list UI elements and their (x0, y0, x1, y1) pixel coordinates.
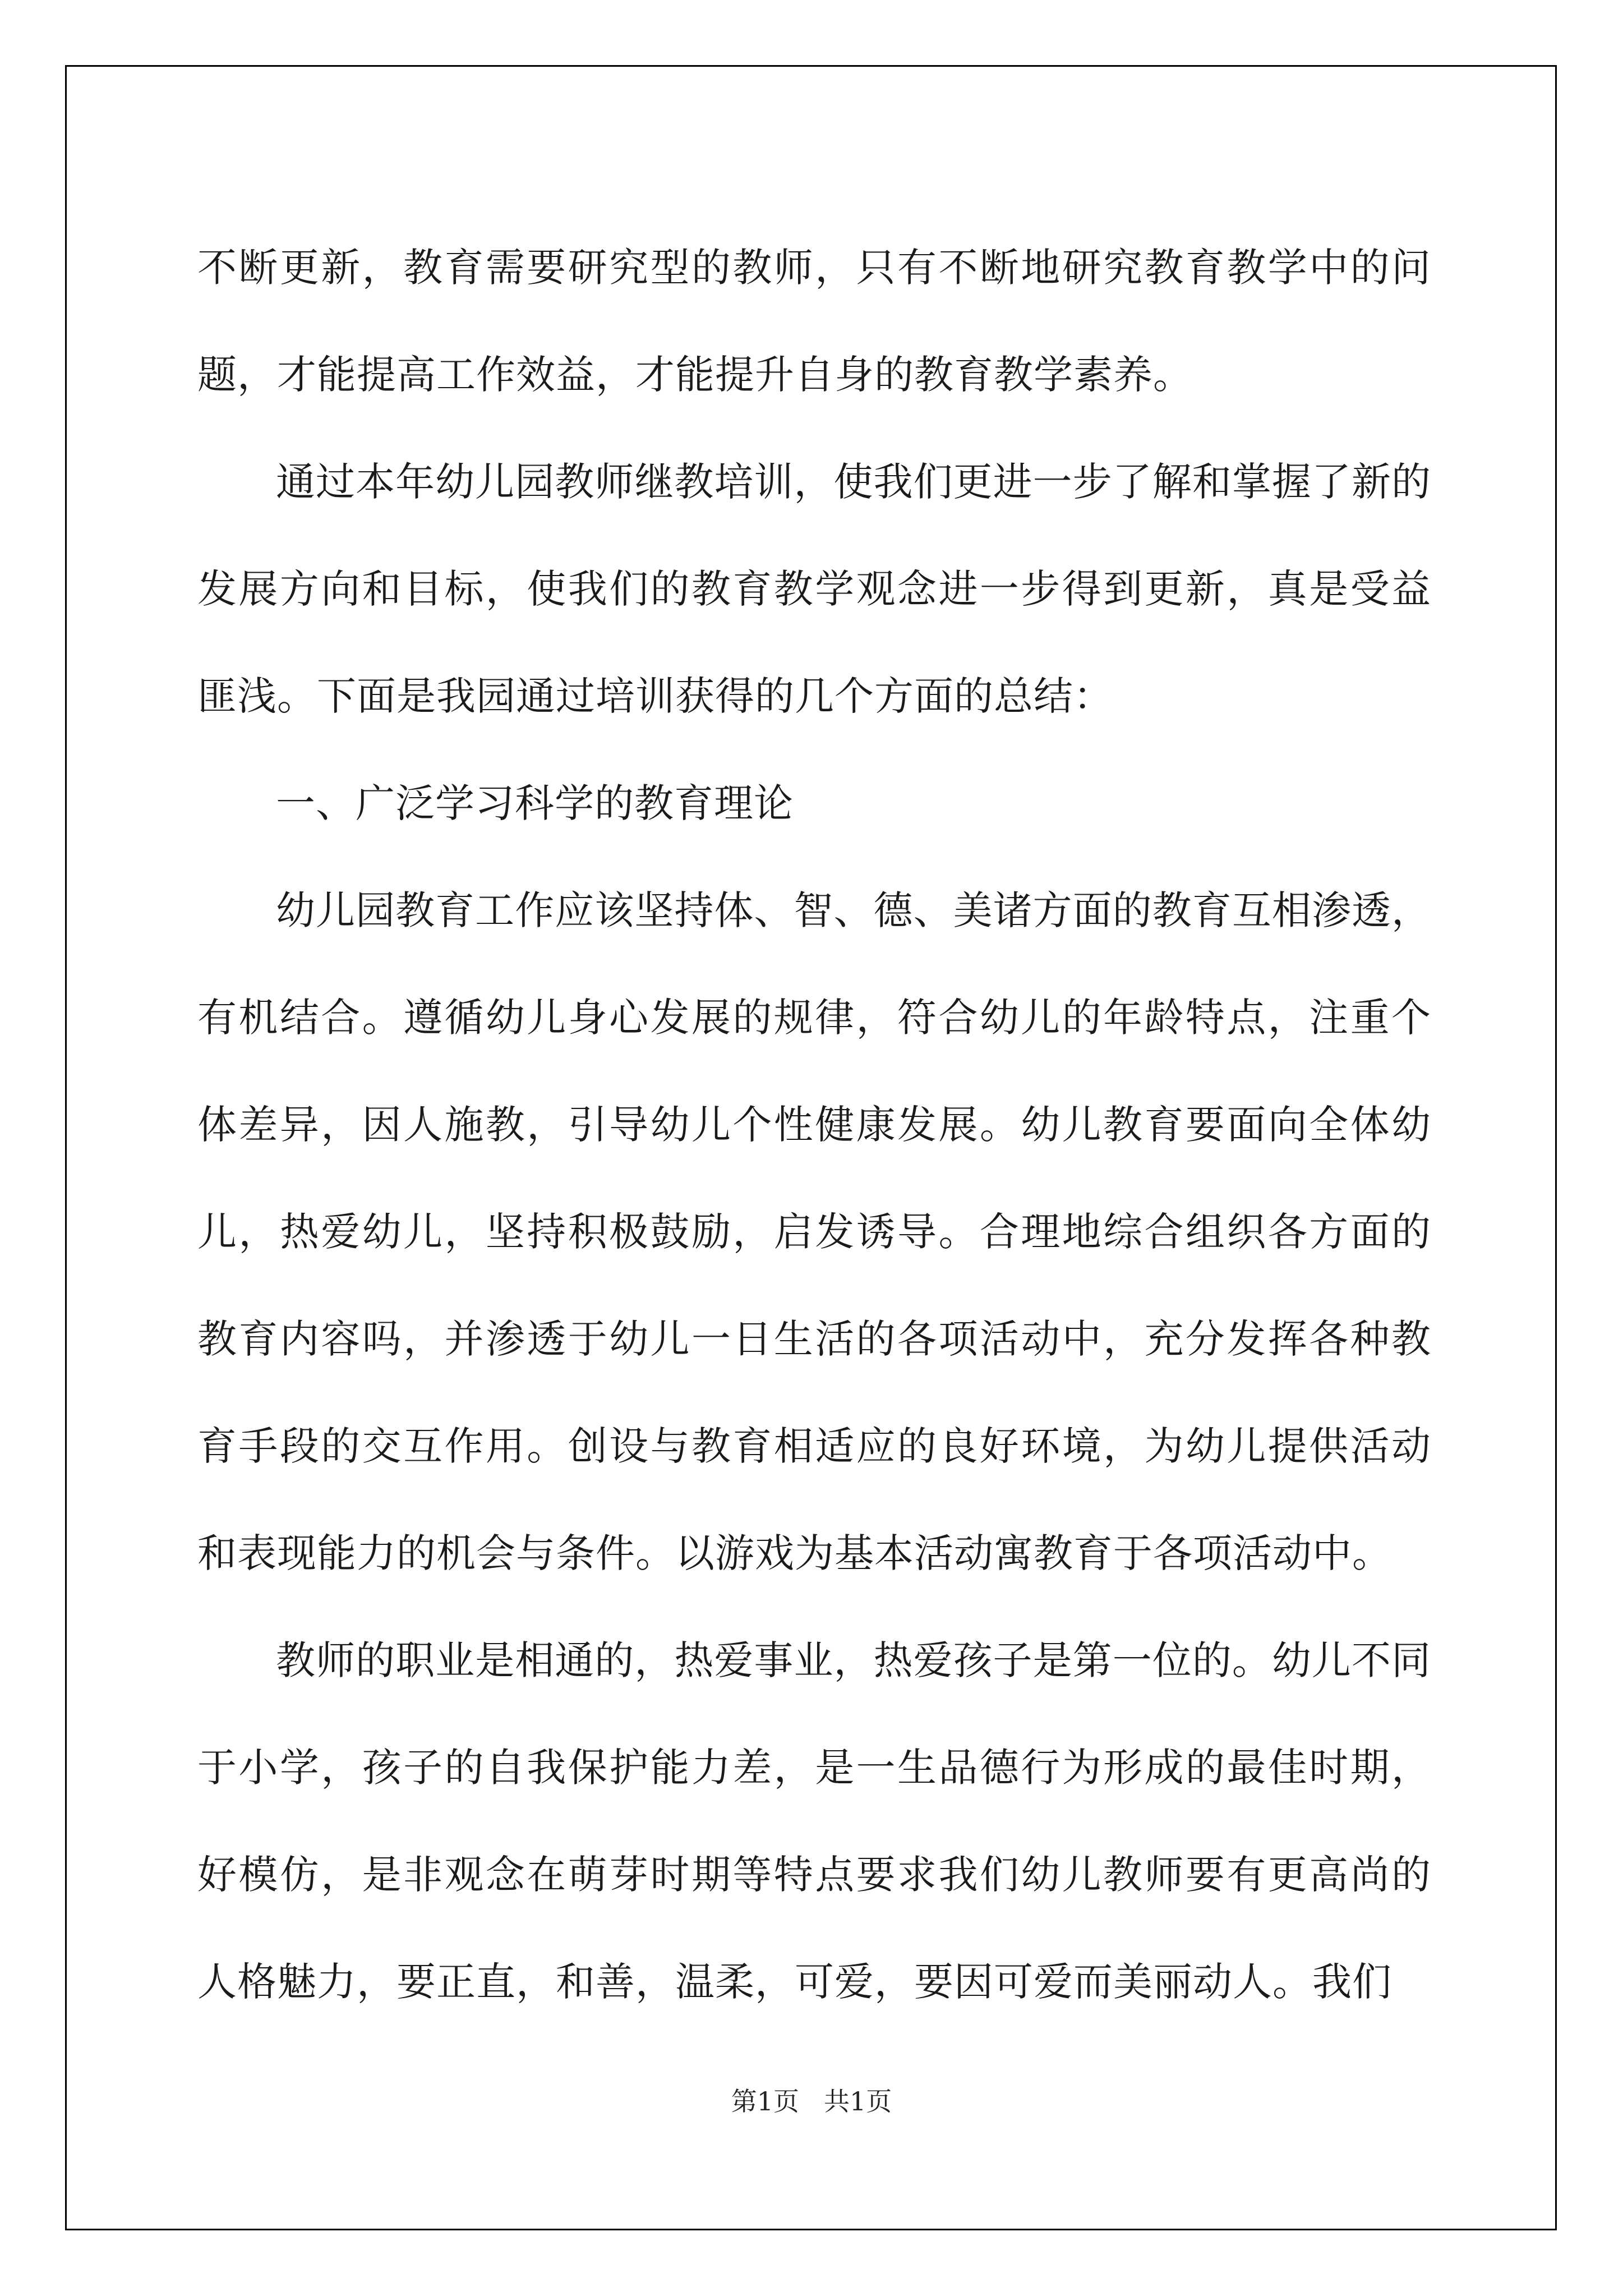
page-footer (0, 2081, 1623, 2118)
paragraph: 教师的职业是相通的，热爱事业，热爱孩子是第一位的。幼儿不同于小学，孩子的自我保护能力差，是一生品德行为形成的最佳时期，好模仿，是非观念在萌芽时期等特点要求我们幼儿教师要有更高尚的人格魅力，要正直，和善，温柔，可爱，要因可爱而美丽动人。我们 (197, 1637, 1431, 2005)
page-total: 共1页 (823, 2086, 892, 2116)
paragraph: 通过本年幼儿园教师继教培训，使我们更进一步了解和掌握了新的发展方向和目标，使我们的教育教学观念进一步得到更新，真是受益匪浅。下面是我园通过培训获得的几个方面的总结： (197, 459, 1431, 719)
paragraph: 不断更新，教育需要研究型的教师，只有不断地研究教育教学中的问题，才能提高工作效益，才能提升自身的教育教学素养。 (197, 245, 1431, 398)
section-heading: 一、广泛学习科学的教育理论 (276, 780, 794, 826)
page-number: 第1页 (731, 2086, 800, 2116)
paragraph: 幼儿园教育工作应该坚持体、智、德、美诸方面的教育互相渗透，有机结合。遵循幼儿身心发展的规律，符合幼儿的年龄特点，注重个体差异，因人施教，引导幼儿个性健康发展。幼儿教育要面向全体幼儿，热爱幼儿，坚持积极鼓励，启发诱导。合理地综合组织各方面的教育内容吗，并渗透于幼儿一日生活的各项活动中，充分发挥各种教育手段的交互作用。创设与教育相适应的良好环境，为幼儿提供活动和表现能力的机会与条件。以游戏为基本活动寓教育于各项活动中。 (197, 887, 1431, 1576)
document-body (197, 214, 1431, 2036)
